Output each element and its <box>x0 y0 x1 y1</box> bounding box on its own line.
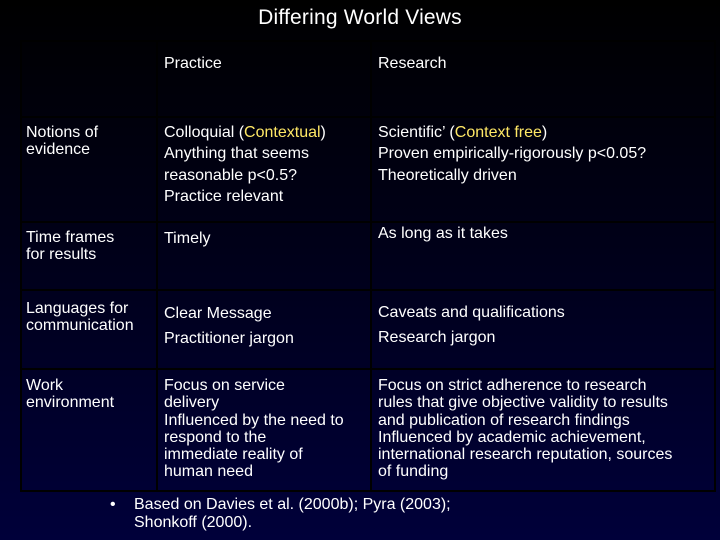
grid-line <box>156 40 158 492</box>
grid-line <box>20 289 716 291</box>
bullet-icon: • <box>110 496 116 513</box>
grid-line <box>370 40 372 492</box>
slide-title: Differing World Views <box>258 6 462 29</box>
practice-languages: Clear Message Practitioner jargon <box>164 305 294 348</box>
row-label-work-environment: Work environment <box>26 377 115 412</box>
grid-line <box>20 40 22 492</box>
research-time-frames: As long as it takes <box>378 225 508 242</box>
grid-line <box>20 368 716 370</box>
row-label-languages: Languages for communication <box>26 300 134 335</box>
practice-work-environment: Focus on service delivery Influenced by the need to respond to the immediate reality of human need <box>164 377 344 481</box>
research-work-environment: Focus on strict adherence to research rules that give objective validity to results and publication of research findings Influenced by academic achievement, international research reputation, sources of funding <box>378 377 673 481</box>
research-notions-of-evidence: Scientific’ (Context free) Proven empirically-rigorously p<0.05? Theoretically driven <box>378 124 647 184</box>
practice-notions-of-evidence: Colloquial (Contextual) Anything that seems reasonable p<0.5? Practice relevant <box>164 124 326 205</box>
highlight-contextual: Contextual <box>244 124 321 141</box>
grid-line <box>20 221 716 223</box>
row-label-notions-of-evidence: Notions of evidence <box>26 124 99 159</box>
header-research: Research <box>378 55 447 72</box>
header-practice: Practice <box>164 55 222 72</box>
footnote-text: Based on Davies et al. (2000b); Pyra (2003); Shonkoff (2000). <box>134 496 451 531</box>
grid-line <box>20 490 716 492</box>
row-label-time-frames: Time frames for results <box>26 229 115 264</box>
grid-line <box>714 40 716 492</box>
research-languages: Caveats and qualifications Research jargon <box>378 304 565 347</box>
practice-time-frames: Timely <box>164 230 211 247</box>
highlight-context-free: Context free <box>454 124 542 141</box>
grid-line <box>20 116 716 118</box>
grid-line <box>20 40 716 42</box>
